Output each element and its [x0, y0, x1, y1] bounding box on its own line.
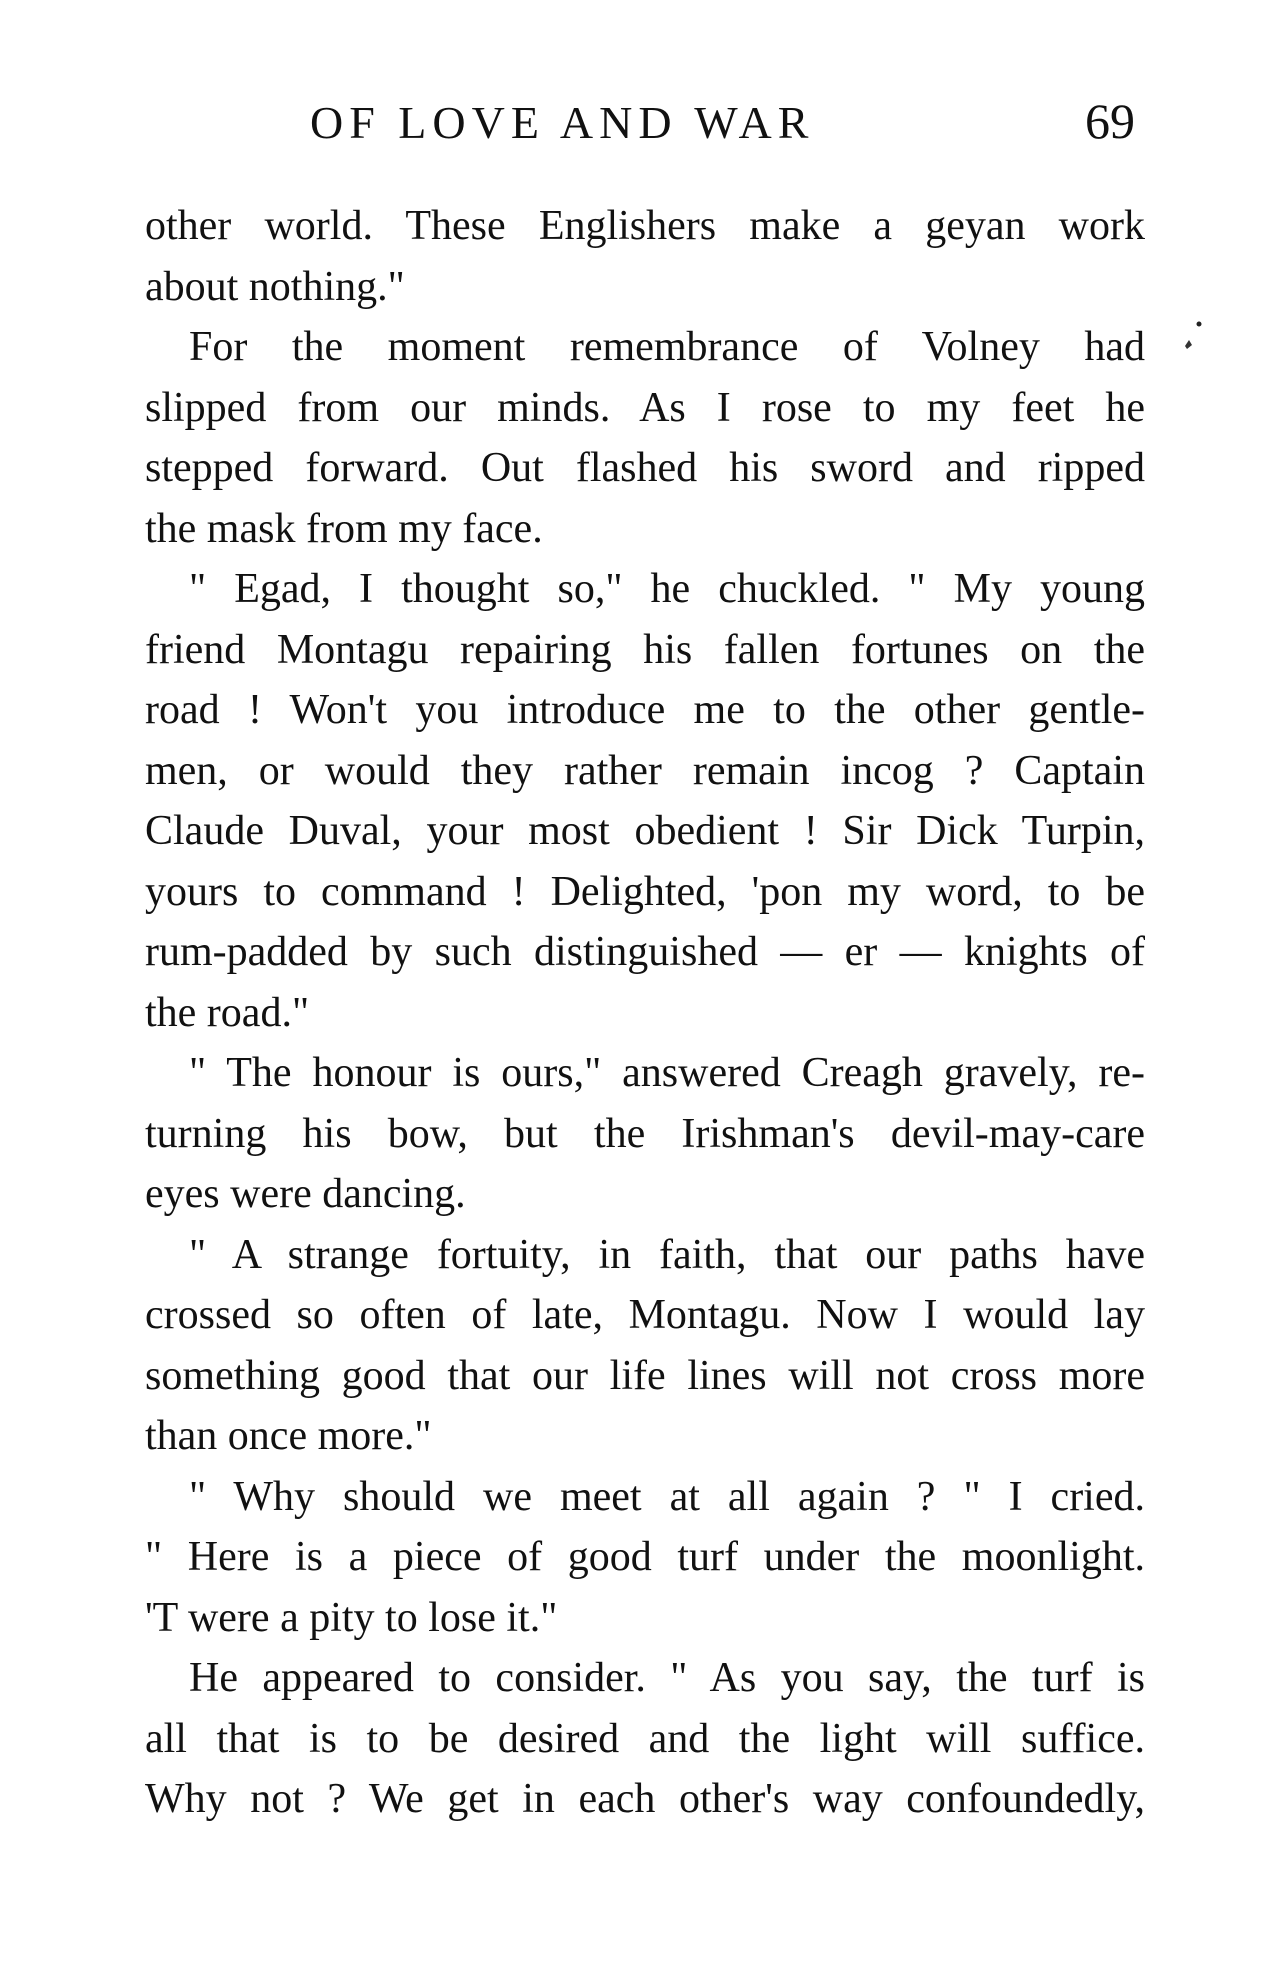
book-page — [145, 92, 1145, 1892]
text-line: than once more." — [145, 1413, 432, 1459]
text-line: the road." — [145, 989, 310, 1036]
body-text — [145, 196, 1145, 1830]
text-line: Why not ? We get in each other's way confoundedly, — [145, 1776, 1145, 1822]
text-line: stepped forward. Out flashed his sword and ripped — [145, 445, 1145, 491]
text-line: friend Montagu repairing his fallen fortunes on the — [145, 626, 1145, 673]
text-line: eyes were dancing. — [145, 1171, 466, 1217]
paragraph-3 — [145, 559, 1145, 1043]
text-line: men, or would they rather remain incog ? Captain — [145, 747, 1145, 794]
text-line: about nothing." — [145, 263, 405, 310]
text-line: Claude Duval, your most obedient ! Sir Dick Turpin, — [145, 808, 1145, 854]
book-title: OF LOVE AND WAR — [310, 97, 815, 148]
text-line: the mask from my face. — [145, 505, 543, 552]
text-line: all that is to be desired and the light will suffice. — [145, 1715, 1145, 1762]
text-line: yours to command ! Delighted, 'pon my word, to be — [145, 868, 1145, 915]
text-line: " Egad, I thought so," he chuckled. " My young — [189, 566, 1145, 612]
text-line: 'T were a pity to lose it." — [145, 1594, 558, 1641]
text-line: rum-padded by such distinguished — er — knights of — [145, 929, 1145, 975]
paragraph-5 — [145, 1225, 1145, 1467]
running-head — [145, 92, 1145, 156]
text-line: For the moment remembrance of Volney had — [189, 324, 1145, 370]
text-line: " Here is a piece of good turf under the moonlight. — [145, 1534, 1145, 1580]
text-line: " Why should we meet at all again ? " I cried. — [189, 1473, 1145, 1520]
text-line: other world. These Englishers make a geyan work — [145, 203, 1145, 249]
text-line: crossed so often of late, Montagu. Now I would lay — [145, 1292, 1145, 1338]
text-line: He appeared to consider. " As you say, the turf is — [189, 1655, 1145, 1701]
text-line: " A strange fortuity, in faith, that our paths have — [189, 1231, 1145, 1278]
paragraph-4 — [145, 1043, 1145, 1225]
text-line: slipped from our minds. As I rose to my feet he — [145, 384, 1145, 431]
page-number: 69 — [1085, 93, 1135, 149]
paragraph-6 — [145, 1467, 1145, 1649]
paragraph-7 — [145, 1648, 1145, 1830]
paragraph-1 — [145, 196, 1145, 317]
text-line: turning his bow, but the Irishman's devil-may-care — [145, 1110, 1145, 1157]
paragraph-2 — [145, 317, 1145, 559]
text-line: " The honour is ours," answered Creagh gravely, re- — [189, 1050, 1145, 1096]
text-line: something good that our life lines will not cross more — [145, 1352, 1145, 1399]
text-line: road ! Won't you introduce me to the other gentle- — [145, 687, 1145, 733]
ink-speck-mark — [1175, 316, 1211, 356]
